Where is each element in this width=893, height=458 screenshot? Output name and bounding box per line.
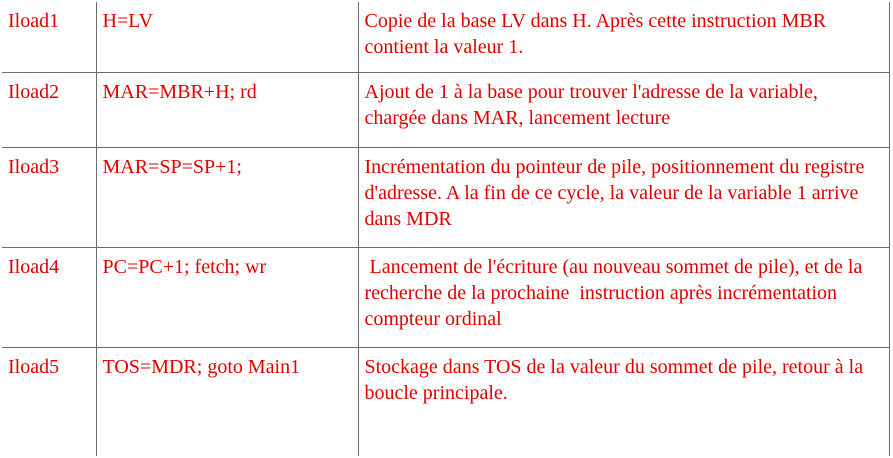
step-label: Iload5 [2,347,96,456]
step-label: Iload2 [2,72,96,147]
table-row [2,347,889,456]
table-row [2,147,889,247]
step-code: MAR=MBR+H; rd [96,72,358,147]
step-label: Iload1 [2,2,96,72]
step-description: Copie de la base LV dans H. Après cette instruction MBR contient la valeur 1. [358,2,889,72]
table-row [2,72,889,147]
step-label: Iload4 [2,247,96,347]
step-description: Stockage dans TOS de la valeur du sommet de pile, retour à la boucle principale. [358,347,889,456]
step-code: PC=PC+1; fetch; wr [96,247,358,347]
step-description: Ajout de 1 à la base pour trouver l'adresse de la variable, chargée dans MAR, lancement lecture [358,72,889,147]
step-description: Lancement de l'écriture (au nouveau sommet de pile), et de la recherche de la prochaine instruction après incrémentation compteur ordinal [358,247,889,347]
step-label: Iload3 [2,147,96,247]
step-code: TOS=MDR; goto Main1 [96,347,358,456]
step-description: Incrémentation du pointeur de pile, positionnement du registre d'adresse. A la fin de ce cycle, la valeur de la variable 1 arrive dans MDR [358,147,889,247]
microcode-table [2,2,890,456]
step-code: MAR=SP=SP+1; [96,147,358,247]
table-row [2,2,889,72]
table-row [2,247,889,347]
step-code: H=LV [96,2,358,72]
